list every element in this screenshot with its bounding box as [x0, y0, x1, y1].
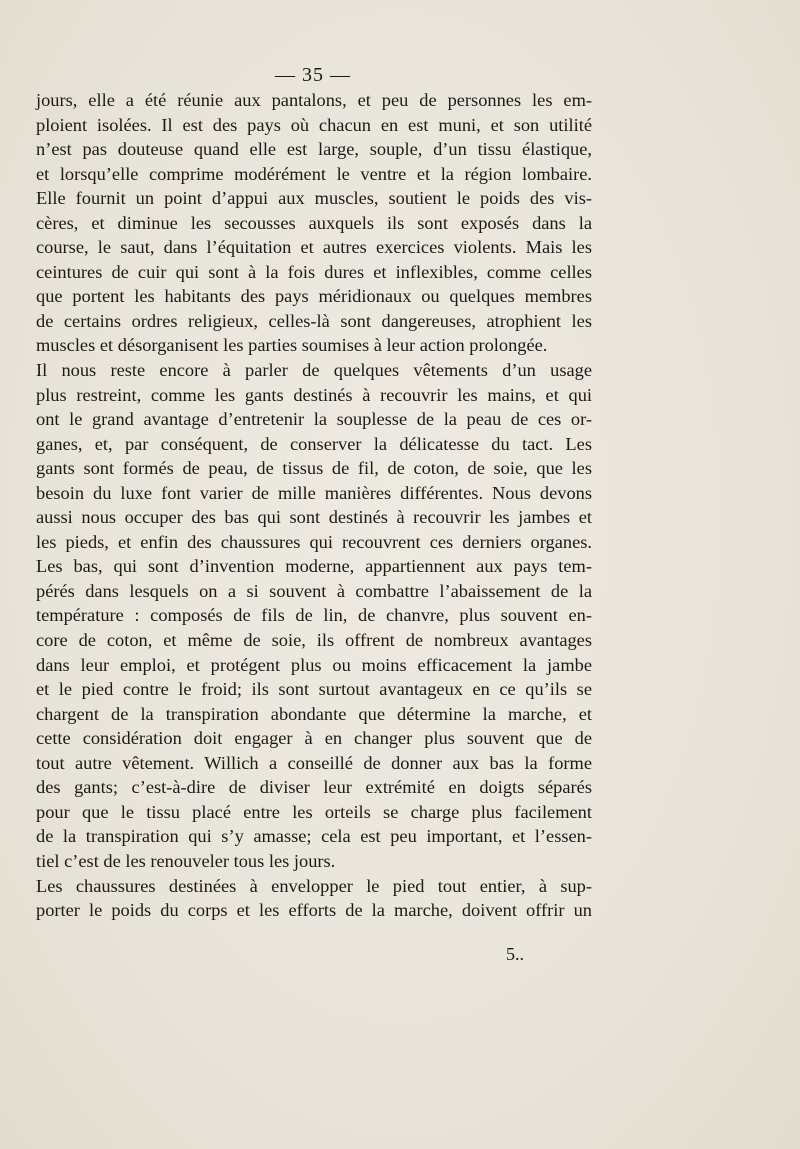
text-line: température : composés de fils de lin, de chanvre, plus souvent en- [36, 605, 592, 626]
text-line: et le pied contre le froid; ils sont surtout avantageux en ce qu’ils se [36, 679, 592, 700]
text-line: tiel c’est de les renouveler tous les jours. [36, 850, 336, 871]
text-line: Les bas, qui sont d’invention moderne, appartiennent aux pays tem- [36, 556, 592, 577]
text-line: Il nous reste encore à parler de quelques vêtements d’un usage [36, 360, 592, 381]
text-line: ploient isolées. Il est des pays où chacun en est muni, et son utilité [36, 114, 592, 135]
text-line: de certains ordres religieux, celles-là sont dangereuses, atrophient les [36, 310, 592, 331]
signature-mark: 5.. [506, 944, 524, 964]
text-line: jours, elle a été réunie aux pantalons, et peu de personnes les em- [36, 90, 592, 110]
text-line: pérés dans lesquels on a si souvent à combattre l’abaissement de la [36, 580, 592, 601]
text-line: tout autre vêtement. Willich a conseillé de donner aux bas la forme [36, 752, 592, 773]
text-line: core de coton, et même de soie, ils offrent de nombreux avantages [36, 630, 592, 651]
text-line: de la transpiration qui s’y amasse; cela est peu important, et l’essen- [36, 826, 592, 847]
text-line: ont le grand avantage d’entretenir la souplesse de la peau de ces or- [36, 409, 592, 430]
text-line: cette considération doit engager à en changer plus souvent que de [36, 728, 592, 749]
text-line: aussi nous occuper des bas qui sont destinés à recouvrir les jambes et [36, 507, 592, 528]
text-line: plus restreint, comme les gants destinés à recouvrir les mains, et qui [36, 384, 592, 405]
text-line: pour que le tissu placé entre les orteils se charge plus facilement [36, 801, 592, 822]
body-text [36, 88, 592, 923]
text-line: gants sont formés de peau, de tissus de fil, de coton, de soie, que les [36, 458, 592, 479]
text-line: ganes, et, par conséquent, de conserver la délicatesse du tact. Les [36, 433, 592, 454]
text-line: porter le poids du corps et les efforts de la marche, doivent offrir un [36, 900, 592, 921]
text-line: Elle fournit un point d’appui aux muscles, soutient le poids des vis- [36, 188, 592, 209]
text-line: dans leur emploi, et protégent plus ou moins efficacement la jambe [36, 654, 592, 675]
text-line: que portent les habitants des pays méridionaux ou quelques membres [36, 286, 592, 307]
page-number: — 35 — [275, 64, 351, 86]
text-line: course, le saut, dans l’équitation et autres exercices violents. Mais les [36, 237, 592, 258]
text-line: n’est pas douteuse quand elle est large, souple, d’un tissu élastique, [36, 139, 592, 160]
text-line: besoin du luxe font varier de mille manières différentes. Nous devons [36, 482, 592, 503]
text-line: chargent de la transpiration abondante que détermine la marche, et [36, 703, 592, 724]
text-line: des gants; c’est-à-dire de diviser leur extrémité en doigts séparés [36, 777, 592, 798]
text-line: cères, et diminue les secousses auxquels ils sont exposés dans la [36, 212, 592, 233]
text-line: ceintures de cuir qui sont à la fois dures et inflexibles, comme celles [36, 261, 592, 282]
text-line: les pieds, et enfin des chaussures qui recouvrent ces derniers organes. [36, 531, 592, 552]
text-line: Les chaussures destinées à envelopper le pied tout entier, à sup- [36, 875, 592, 896]
text-line: muscles et désorganisent les parties soumises à leur action prolongée. [36, 335, 548, 356]
text-line: et lorsqu’elle comprime modérément le ventre et la région lombaire. [36, 163, 592, 184]
